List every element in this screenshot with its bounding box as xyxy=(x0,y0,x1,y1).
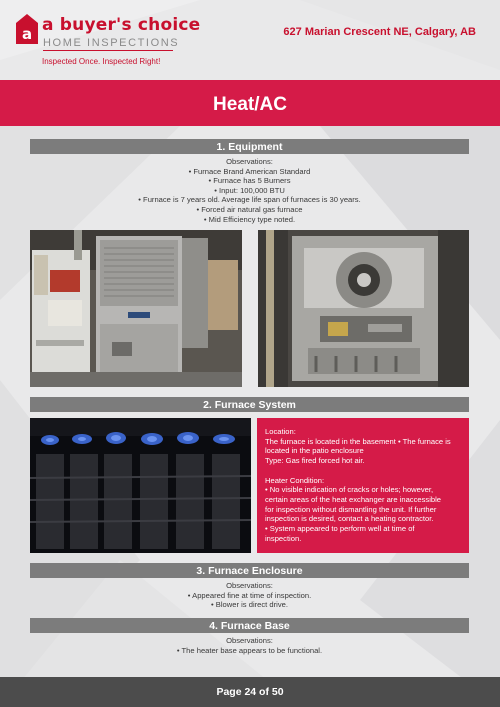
section-header-furnace-base: 4. Furnace Base xyxy=(30,618,469,633)
property-address: 627 Marian Crescent NE, Calgary, AB xyxy=(283,26,476,38)
house-logo-icon xyxy=(16,14,38,44)
logo-divider xyxy=(43,50,173,51)
furnace-exterior-photo xyxy=(30,230,242,387)
logo-main-text: a buyer's choice xyxy=(42,15,201,35)
furnace-system-details xyxy=(257,418,469,553)
section-header-furnace-enclosure: 3. Furnace Enclosure xyxy=(30,563,469,578)
page-title: Heat/AC xyxy=(213,94,287,115)
list-item: • Input: 100,000 BTU xyxy=(214,185,285,195)
furnace-base-observations xyxy=(30,636,469,655)
detail-line: • System appeared to perform well at time of xyxy=(265,524,415,534)
burner-flames-photo xyxy=(30,418,251,553)
observations-label: Observations: xyxy=(226,157,273,166)
title-band xyxy=(0,80,500,126)
detail-line: located in the patio enclosure xyxy=(265,446,364,456)
equipment-observations xyxy=(30,157,469,224)
spacer xyxy=(265,466,461,476)
detail-line: inspection is desired, contact a heating contractor. xyxy=(265,514,434,524)
list-item: • Furnace Brand American Standard xyxy=(188,166,311,176)
page-header xyxy=(0,0,500,80)
logo-subtitle: HOME INSPECTIONS xyxy=(43,37,180,49)
list-item: • Appeared fine at time of inspection. xyxy=(187,590,312,600)
logo-tagline: Inspected Once. Inspected Right! xyxy=(42,57,161,66)
detail-line: Location: xyxy=(265,427,296,436)
detail-line: The furnace is located in the basement • The furnace is xyxy=(265,436,451,446)
list-item: • Furnace is 7 years old. Average life span of furnaces is 30 years. xyxy=(138,195,361,205)
detail-line: • No visible indication of cracks or holes; however, xyxy=(265,485,434,495)
list-item: • Forced air natural gas furnace xyxy=(196,204,303,214)
furnace-interior-photo xyxy=(258,230,469,387)
observations-label: Observations: xyxy=(226,636,273,645)
company-logo xyxy=(16,14,201,70)
detail-line: inspection. xyxy=(265,533,302,543)
furnace-enclosure-observations xyxy=(30,581,469,610)
list-item: • The heater base appears to be functional. xyxy=(176,645,323,655)
list-item: • Blower is direct drive. xyxy=(211,600,288,610)
page-number: Page 24 of 50 xyxy=(216,686,284,698)
detail-line: Heater Condition: xyxy=(265,475,325,485)
list-item: • Mid Efficiency type noted. xyxy=(203,214,296,224)
detail-line: certain areas of the heat exchanger are inaccessible xyxy=(265,494,442,504)
observations-label: Observations: xyxy=(226,581,273,590)
detail-line: Type: Gas fired forced hot air. xyxy=(265,456,365,466)
detail-line: for inspection without dismantling the unit. If further xyxy=(265,504,437,514)
page-footer xyxy=(0,677,500,707)
svg-text:a: a xyxy=(21,25,33,43)
section-header-furnace-system: 2. Furnace System xyxy=(30,397,469,412)
list-item: • Furnace has 5 Burners xyxy=(208,176,291,186)
section-header-equipment: 1. Equipment xyxy=(30,139,469,154)
